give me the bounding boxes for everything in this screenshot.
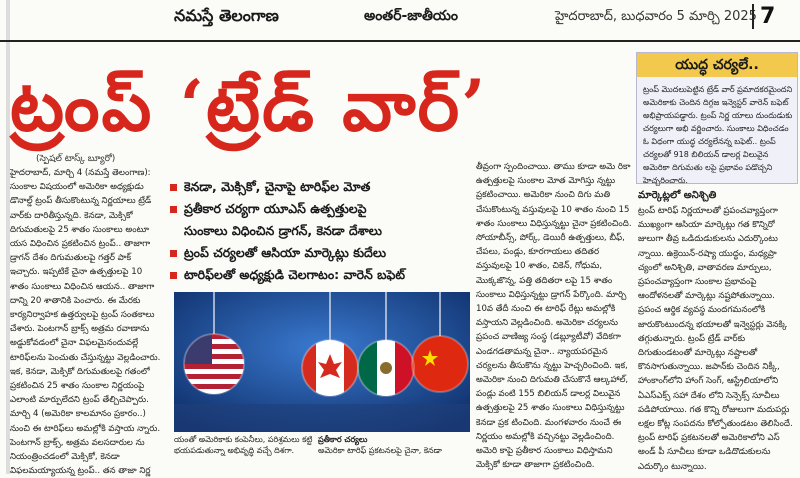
- article-column-3: తీవ్రంగా స్పందించాయి. తాము కూడా అమె రికా ఉత్పత్తులపై సుంకాల మోత మోగిస్తు న్నట్టు ప్రకటించాయి. అమెరికా నుంచి దిగు మతి చేసుకొంటున్న వస్తువులపై 10 శాతం నుంచి 15 శాతం సుంకాలు విధిస్తున్నట్టు చైనా ప్రకటించింది. సోయాబీన్స్‌, పోర్క్‌, డెయిరీ ఉత్పత్తులు, బీఫ్‌, చేపలు, పండ్లు, కూరగాయలు తదితర వస్తువులపై 10 శాతం, చికెన్‌, గోధుమ, మొక్కజొన్న, పత్తి తదితరా లపై 15 శాతం సుంకాలు విధిస్తున్నట్టు డ్రాగన్‌ పేర్కొంది. మార్చి 10వ తేదీ నుంచి ఈ టారిఫ్‌ రేట్లు అమల్లోకి వస్తాయని వెల్లడించింది. అమెరికా చర్యలను ప్రపంచ వాణిజ్య సంస్థ (డబ్ల్యూటీవో) వేదికగా ఎండగడతామన్న చైనా.. న్యాయపరమైన చర్యలను తీసుకొను న్నట్టు హెచ్చరించింది. ఇక, అమెరికా నుంచి దిగుమతి చేసుకొనే ఆల్కహాల్‌, పండ్లు వంటి 155 బిలియన్‌ డాలర్ల విలువైన ఉత్పత్తులపై 25 శాతం సుంకాలు విధిస్తున్నట్టు కెనడా ప్రక టించింది. మంగళవారం నుంచే ఈ నిర్ణయం అమల్లోకి వచ్చినట్టు వెల్లడించింది. అమెరి కాపై ప్రతీకార సుంకాలు విధిస్తామని మెక్సికో కూడా తాజాగా ప్రకటించింది.: [476, 162, 632, 471]
- bullet-marker-icon: [170, 184, 177, 191]
- sidebar-body: ట్రంప్‌ మొదలుపెట్టిన ట్రేడ్‌ వార్‌ ప్రమాదకరమైందని అమెరికాకు చెందిన దిగ్గజ ఇన్వెస్టర్‌ వారెన్‌ బఫెట్‌ అభిప్రాయపడ్డారు. ట్రంప్‌ నిర్ణ యాలు దుందుడుకు చర్యలుగా అభి వర్ణించారు. సుంకాలు విధించడం ఓ విధంగా యుద్ధ చర్యలేనన్న బఫెట్‌.. ట్రంప్‌ చర్యలతో 918 బిలియన్‌ డాలర్ల విలువైన అమెరికా దిగుమతు లపై ప్రభావం పడొచ్చని హెచ్చరించారు.: [643, 85, 793, 185]
- article-column-4: ట్రంప్‌ టారిఫ్‌ నిర్ణయాలతో ప్రపంచవ్యాప్తంగా ముఖ్యంగా ఆసియా మార్కెట్లు గత కొన్నిరో జులుగా తీవ్ర ఒడిదుడుకులను ఎదుర్కొంటు న్నాయి. ఉక్రెయిన్‌-రష్యా యుద్ధం, మధ్యప్రా చ్యంలో అనిశ్చితి, వాతావరణ మార్పులు, ప్రపంచవ్యాప్తంగా సుంకాల ప్రభావంపై ఆందోళనలతో మార్కెట్లు నష్టపోతున్నాయి. ప్రపంచ ఆర్థిక వ్యవస్థ మందగమనంలోకి జారుకొంటుందన్న భయాలతో ఇన్వెస్టర్లు వెనక్కి తగ్గుతున్నారు. ట్రంప్‌ ట్రేడ్‌ వార్‌కు దిగుతుండటంతో మార్కెట్లు నష్టాలతో కొనసాగుతున్నాయి. జపాన్‌కు చెందిన నిక్కీ, హాంకాంగ్‌లోని హాంగ్‌ సెంగ్‌, ఆస్ట్రేలియాలోని ఏఎస్‌ఎక్స్‌ సహా దేశం లోని సెన్సెక్స్‌ సూచీలు పడిపోయాయి. గత కొన్ని రోజులుగా మదుపర్లు లక్షల కోట్ల సంపదను కోల్పోతుండటం తెలిసిందే. ట్రంప్‌ టారిఫ్‌ ప్రకటనలతో అమెరికాలోని ఎస్‌ అండ్‌ పీ సూచీలు కూడా ఒడిదొడుకులను ఎదుర్కొం టున్నాయి.: [638, 206, 793, 472]
- bullet-item: [170, 264, 470, 286]
- bullet-text: ట్రంప్‌ చర్యలతో ఆసియా మార్కెట్లు కుదేలు: [184, 245, 387, 260]
- bullet-text: ప్రతీకార చర్యగా యూఎస్‌ ఉత్పత్తులపై: [184, 201, 367, 216]
- sidebar-title: యుద్ధ చర్యలే..: [637, 53, 797, 77]
- bullet-text: కెనడా, మెక్సికో, చైనాపై టారిఫ్‌ల మోత: [184, 179, 371, 194]
- column-2-continuation: యంతో అమెరికాకు కంపెనీలు, పరిశ్రమలు కట్టి భయపడుతున్నా అభివృద్ధి వచ్చే దిశగా.: [174, 435, 313, 455]
- byline: (స్పెషల్‌ టాస్క్‌ బ్యూరో): [36, 154, 116, 164]
- caption-text: అమెరికా టారిఫ్‌ ప్రకటనలపై చైనా, కెనడా: [318, 446, 442, 455]
- masthead: నమస్తే తెలంగాణ: [174, 6, 279, 25]
- bullet-item: [170, 220, 470, 242]
- headline: ట్రంప్‌ ‘ట్రేడ్‌ వార్‌’: [10, 64, 488, 147]
- bullet-text: సుంకాలు విధించిన డ్రాగన్‌, కెనడా దేశాలు: [184, 223, 382, 238]
- bullet-item: [170, 242, 470, 264]
- bullet-list: [170, 176, 470, 286]
- bullet-item: [170, 198, 470, 220]
- photo-caption: [318, 434, 470, 456]
- bullet-text: టారిఫ్‌లతో అధ్యక్షుడి చెలగాటం: వారెన్‌ బఫెట్‌: [184, 267, 406, 282]
- flags-wrecking-balls-illustration: [174, 292, 470, 432]
- bullet-item: [170, 176, 470, 198]
- dateline: హైదరాబాద్‌, బుధవారం 5 మార్చి 2025: [555, 9, 757, 24]
- sidebar-box: [636, 52, 798, 184]
- caption-label: ప్రతీకార చర్యలు: [318, 435, 368, 444]
- section-name: అంతర్‌-జాతీయం: [364, 8, 458, 24]
- bullet-marker-icon: [170, 250, 177, 257]
- page-number: 7: [752, 4, 775, 29]
- bullet-marker-icon: [170, 206, 177, 213]
- bullet-marker-icon: [170, 272, 177, 279]
- column-4-subhead: మార్కెట్లలో అనిశ్చితి: [638, 190, 717, 201]
- article-column-1: హైదరాబాద్‌, మార్చి 4 (నమస్తే తెలంగాణ): సుంకాల విషయంలో అమెరికా అధ్యక్షుడు డొనాల్డ్‌ ట్రంప్‌ తీసుకొంటున్న నిర్ణయాలు ట్రేడ్‌ వార్‌కు దారితీస్తున్నది. కెనడా, మెక్సికో దిగుమతులపై 25 శాతం సుంకాలు అంటూ యస విధించిన ప్రకటించిన ట్రంప్‌.. తాజాగా డ్రాగన్‌ దేశం దిగుమతులపై గత్తర్‌ పాక్‌ ఇచ్చారు. ఇప్పటికే చైనా ఉత్పత్తులపై 10 శాతం సుంకాలు విధించిన ఆయన.. తాజాగా దాన్ని 20 శాతానికి పెంచారు. ఈ మేరకు కార్యనిర్వాహక ఉత్తర్వులపై ట్రంప్‌ సంతకాలు చేశారు. పెంటగాన్‌ బ్రాక్స్‌ అత్రమ రవాణాను అడ్డుకోవడంలో చైనా విఫలమైనందువల్లే టారిఫ్‌లను పెంచుతు చేస్తున్నట్టు వెల్లడించారు. ఇక, కెనడా, మెక్సికో దిగుమతులపై గతంలో ప్రకటించిన 25 శాతం సుంకాల నిర్ణయంపై ఎలాంటి మార్పులేదని ట్రంప్‌ తేల్చిచెప్పారు. మార్చి 4 (అమెరికా కాలమానం ప్రకారం..) నుంచి ఈ టారిఫ్‌లు అమల్లోకి వస్తాయ న్నారు. పెంటగాన్‌ బ్రాక్స్‌, అత్రమ వలసదారుల ను నియంత్రించడంలో మెక్సికో, కెనడా విఫలమయ్యాయన్న ట్రంప్‌.. తన తాజా నిర్ణ: [10, 168, 161, 477]
- article-photo: [174, 292, 470, 432]
